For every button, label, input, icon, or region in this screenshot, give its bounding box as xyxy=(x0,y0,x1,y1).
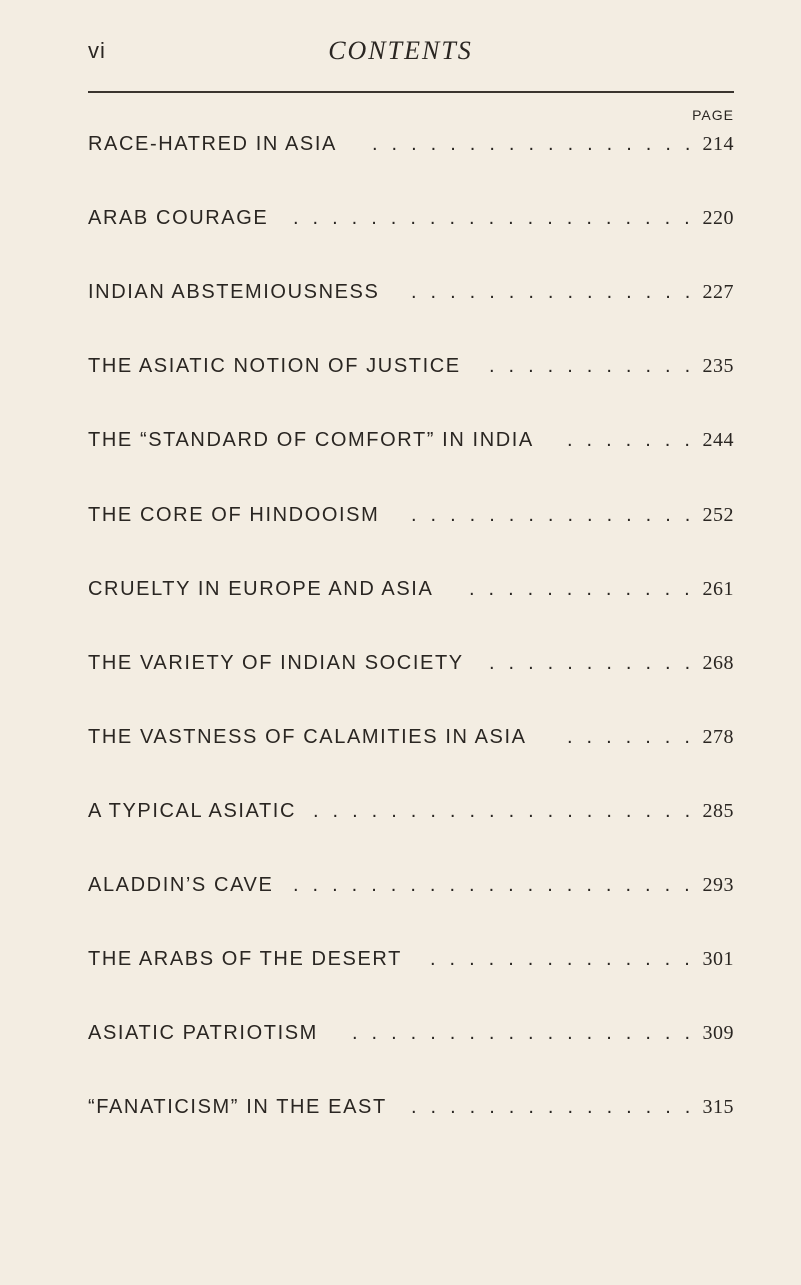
dot-leader: .................. xyxy=(352,1022,705,1044)
toc-entry-title: THE CORE OF HINDOOISM xyxy=(88,504,380,526)
dot-leader: ............... xyxy=(411,1096,705,1118)
toc-entry-title: CRUELTY IN EUROPE AND ASIA xyxy=(88,578,434,600)
toc-entry-page: 261 xyxy=(702,578,734,600)
toc-entry xyxy=(88,647,734,679)
toc-entry xyxy=(88,424,734,456)
toc-entry xyxy=(88,128,734,160)
dot-leader: ............ xyxy=(469,578,704,600)
page-column-label: PAGE xyxy=(692,107,734,123)
dot-leader: .............. xyxy=(430,948,704,970)
toc-entry-title: RACE-HATRED IN ASIA xyxy=(88,133,337,155)
toc-entry xyxy=(88,202,734,234)
dot-leader: ..................... xyxy=(293,874,704,896)
toc-entry-page: 244 xyxy=(702,429,734,451)
toc-entry-title: INDIAN ABSTEMIOUSNESS xyxy=(88,281,380,303)
toc-entry-page: 227 xyxy=(702,281,734,303)
toc-entry xyxy=(88,869,734,901)
toc-entry-title: THE VASTNESS OF CALAMITIES IN ASIA xyxy=(88,726,527,748)
toc-entry-page: 278 xyxy=(702,726,734,748)
toc-entry-page: 293 xyxy=(702,874,734,896)
toc-entry-page: 252 xyxy=(702,504,734,526)
toc-entry xyxy=(88,721,734,753)
toc-entry-title: ASIATIC PATRIOTISM xyxy=(88,1022,318,1044)
dot-leader: ....... xyxy=(567,429,704,451)
toc-entry-page: 214 xyxy=(702,133,734,155)
toc-entry-title: ARAB COURAGE xyxy=(88,207,269,229)
dot-leader: ........... xyxy=(489,652,705,674)
dot-leader: ................. xyxy=(372,133,705,155)
toc-entry-title: THE VARIETY OF INDIAN SOCIETY xyxy=(88,652,464,674)
dot-leader: ..................... xyxy=(293,207,704,229)
dot-leader: ............... xyxy=(411,504,705,526)
dot-leader: ....... xyxy=(567,726,704,748)
toc-entry xyxy=(88,573,734,605)
toc-entry-title: “FANATICISM” IN THE EAST xyxy=(88,1096,387,1118)
toc-entry-title: THE ARABS OF THE DESERT xyxy=(88,948,402,970)
toc-entry-page: 301 xyxy=(702,948,734,970)
running-title: CONTENTS xyxy=(328,36,473,65)
toc-entry xyxy=(88,276,734,308)
toc-entry xyxy=(88,795,734,827)
dot-leader: ........... xyxy=(489,355,705,377)
toc-entry xyxy=(88,350,734,382)
toc-entry-title: THE ASIATIC NOTION OF JUSTICE xyxy=(88,355,461,377)
toc-entry xyxy=(88,499,734,531)
dot-leader: ............... xyxy=(411,281,705,303)
toc-entry-page: 309 xyxy=(702,1022,734,1044)
toc-entry xyxy=(88,1017,734,1049)
toc-entry-title: A TYPICAL ASIATIC xyxy=(88,800,297,822)
toc-entry-page: 285 xyxy=(702,800,734,822)
toc-entry-title: THE “STANDARD OF COMFORT” IN INDIA xyxy=(88,429,534,451)
dot-leader: .................... xyxy=(313,800,705,822)
toc-entry-page: 315 xyxy=(702,1096,734,1118)
page-number: vi xyxy=(88,38,106,63)
toc-entry-title: ALADDIN’S CAVE xyxy=(88,874,274,896)
toc-entry xyxy=(88,1091,734,1123)
toc-entry-page: 220 xyxy=(702,207,734,229)
toc-entry-page: 235 xyxy=(702,355,734,377)
toc-entry xyxy=(88,943,734,975)
toc-entry-page: 268 xyxy=(702,652,734,674)
